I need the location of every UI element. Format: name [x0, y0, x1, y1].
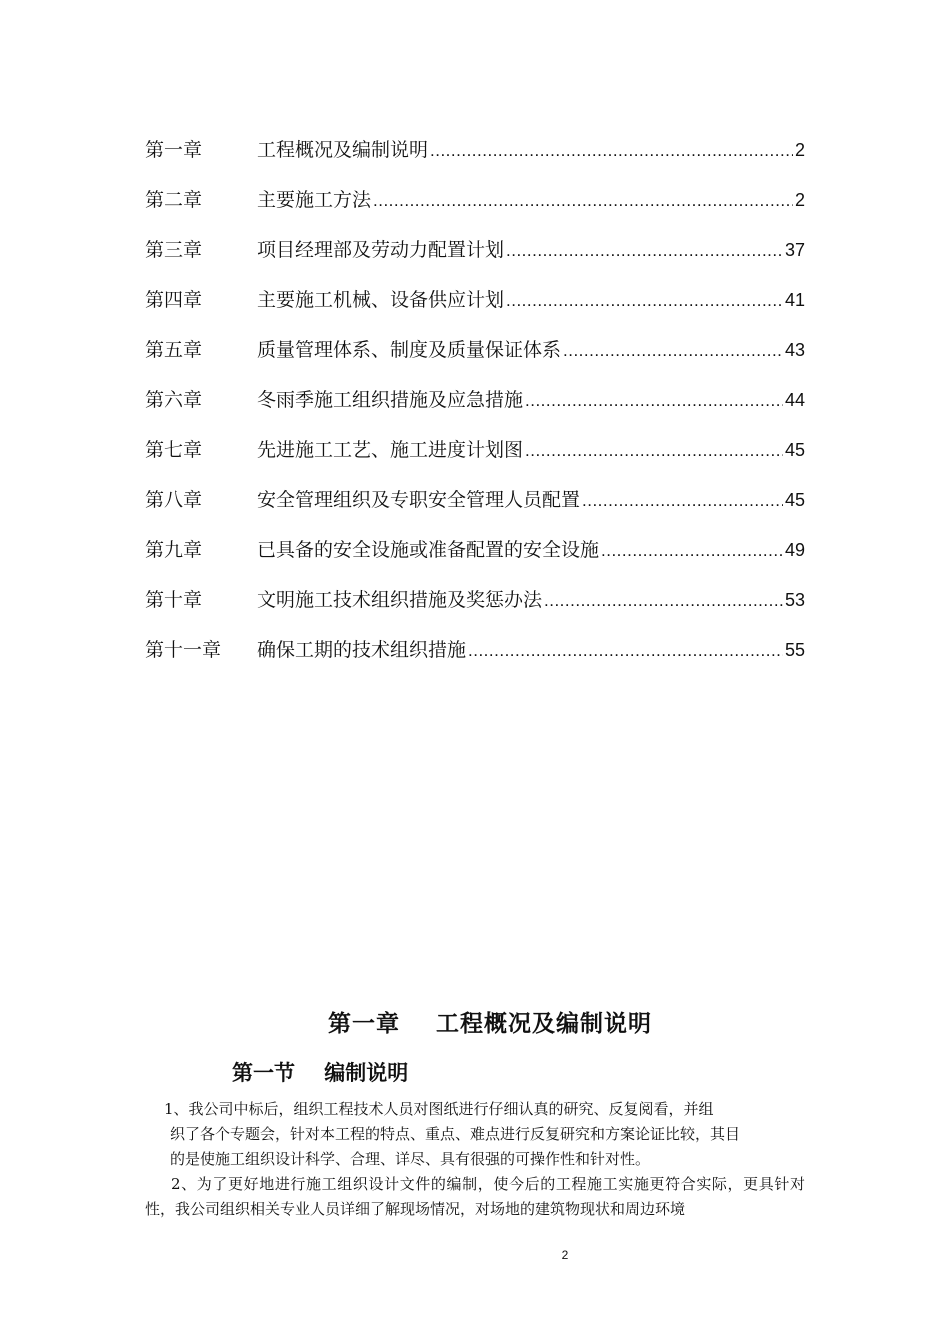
toc-leader-dots: [468, 631, 783, 671]
toc-chapter-title: 文明施工技术组织措施及奖惩办法: [257, 589, 543, 611]
toc-leader-dots: [430, 131, 793, 171]
toc-entry[interactable]: [145, 180, 805, 230]
toc-chapter-number: 第十一章: [145, 639, 222, 661]
paragraph-line: 织了各个专题会，针对本工程的特点、重点、难点进行反复研究和方案论证比较，其目: [170, 1125, 741, 1143]
toc-chapter-title: 工程概况及编制说明: [257, 139, 429, 161]
toc-chapter-number: 第五章: [145, 339, 203, 361]
toc-leader-dots: [373, 181, 793, 221]
toc-leader-dots: [525, 431, 783, 471]
toc-chapter-title: 项目经理部及劳动力配置计划: [257, 239, 505, 261]
toc-chapter-number: 第二章: [145, 189, 203, 211]
toc-page-number: 41: [784, 290, 805, 310]
toc-chapter-title: 已具备的安全设施或准备配置的安全设施: [257, 539, 600, 561]
toc-chapter-number: 第七章: [145, 439, 203, 461]
toc-leader-dots: [525, 381, 783, 421]
toc-chapter-title: 主要施工方法: [257, 189, 372, 211]
toc-entry[interactable]: [145, 330, 805, 380]
body-paragraph-2: 2、为了更好地进行施工组织设计文件的编制，使今后的工程施工实施更符合实际，更具针对性，我公司组织相关专业人员详细了解现场情况，对场地的建筑物现状和周边环境: [145, 1175, 805, 1218]
toc-entry[interactable]: [145, 530, 805, 580]
table-of-contents: [145, 130, 805, 680]
toc-chapter-title: 质量管理体系、制度及质量保证体系: [257, 339, 562, 361]
toc-leader-dots: [601, 531, 783, 571]
toc-page-number: 37: [784, 240, 805, 260]
toc-chapter-title: 冬雨季施工组织措施及应急措施: [257, 389, 524, 411]
toc-page-number: 2: [794, 190, 805, 210]
section-heading: 第一节 编制说明: [232, 1061, 409, 1085]
toc-page-number: 55: [784, 640, 805, 660]
page-number: 2: [561, 1248, 569, 1262]
toc-leader-dots: [506, 231, 783, 271]
toc-entry[interactable]: [145, 380, 805, 430]
toc-page-number: 45: [784, 490, 805, 510]
toc-leader-dots: [563, 331, 783, 371]
toc-page-number: 45: [784, 440, 805, 460]
toc-entry[interactable]: [145, 630, 805, 680]
toc-page-number: 49: [784, 540, 805, 560]
paragraph-line: 的是使施工组织设计科学、合理、详尽、具有很强的可操作性和针对性。: [170, 1150, 651, 1168]
chapter-heading: 第一章 工程概况及编制说明: [327, 1011, 653, 1037]
toc-page-number: 43: [784, 340, 805, 360]
body-paragraph-1: [164, 1097, 805, 1172]
toc-page-number: 2: [794, 140, 805, 160]
toc-chapter-number: 第四章: [145, 289, 203, 311]
toc-entry[interactable]: [145, 230, 805, 280]
toc-chapter-number: 第八章: [145, 489, 203, 511]
toc-entry[interactable]: [145, 480, 805, 530]
toc-page-number: 53: [784, 590, 805, 610]
toc-chapter-title: 主要施工机械、设备供应计划: [257, 289, 505, 311]
toc-chapter-number: 第三章: [145, 239, 203, 261]
toc-chapter-number: 第十章: [145, 589, 203, 611]
toc-entry[interactable]: [145, 280, 805, 330]
toc-leader-dots: [506, 281, 783, 321]
toc-chapter-title: 安全管理组织及专职安全管理人员配置: [257, 489, 581, 511]
toc-entry[interactable]: [145, 130, 805, 180]
toc-leader-dots: [582, 481, 783, 521]
toc-chapter-title: 先进施工工艺、施工进度计划图: [257, 439, 524, 461]
toc-chapter-number: 第六章: [145, 389, 203, 411]
toc-chapter-number: 第九章: [145, 539, 203, 561]
toc-page-number: 44: [784, 390, 805, 410]
paragraph-line: 1、我公司中标后，组织工程技术人员对图纸进行仔细认真的研究、反复阅看，并组: [164, 1100, 714, 1118]
toc-chapter-number: 第一章: [145, 139, 203, 161]
toc-chapter-title: 确保工期的技术组织措施: [257, 639, 467, 661]
toc-leader-dots: [544, 581, 783, 621]
toc-entry[interactable]: [145, 580, 805, 630]
toc-entry[interactable]: [145, 430, 805, 480]
